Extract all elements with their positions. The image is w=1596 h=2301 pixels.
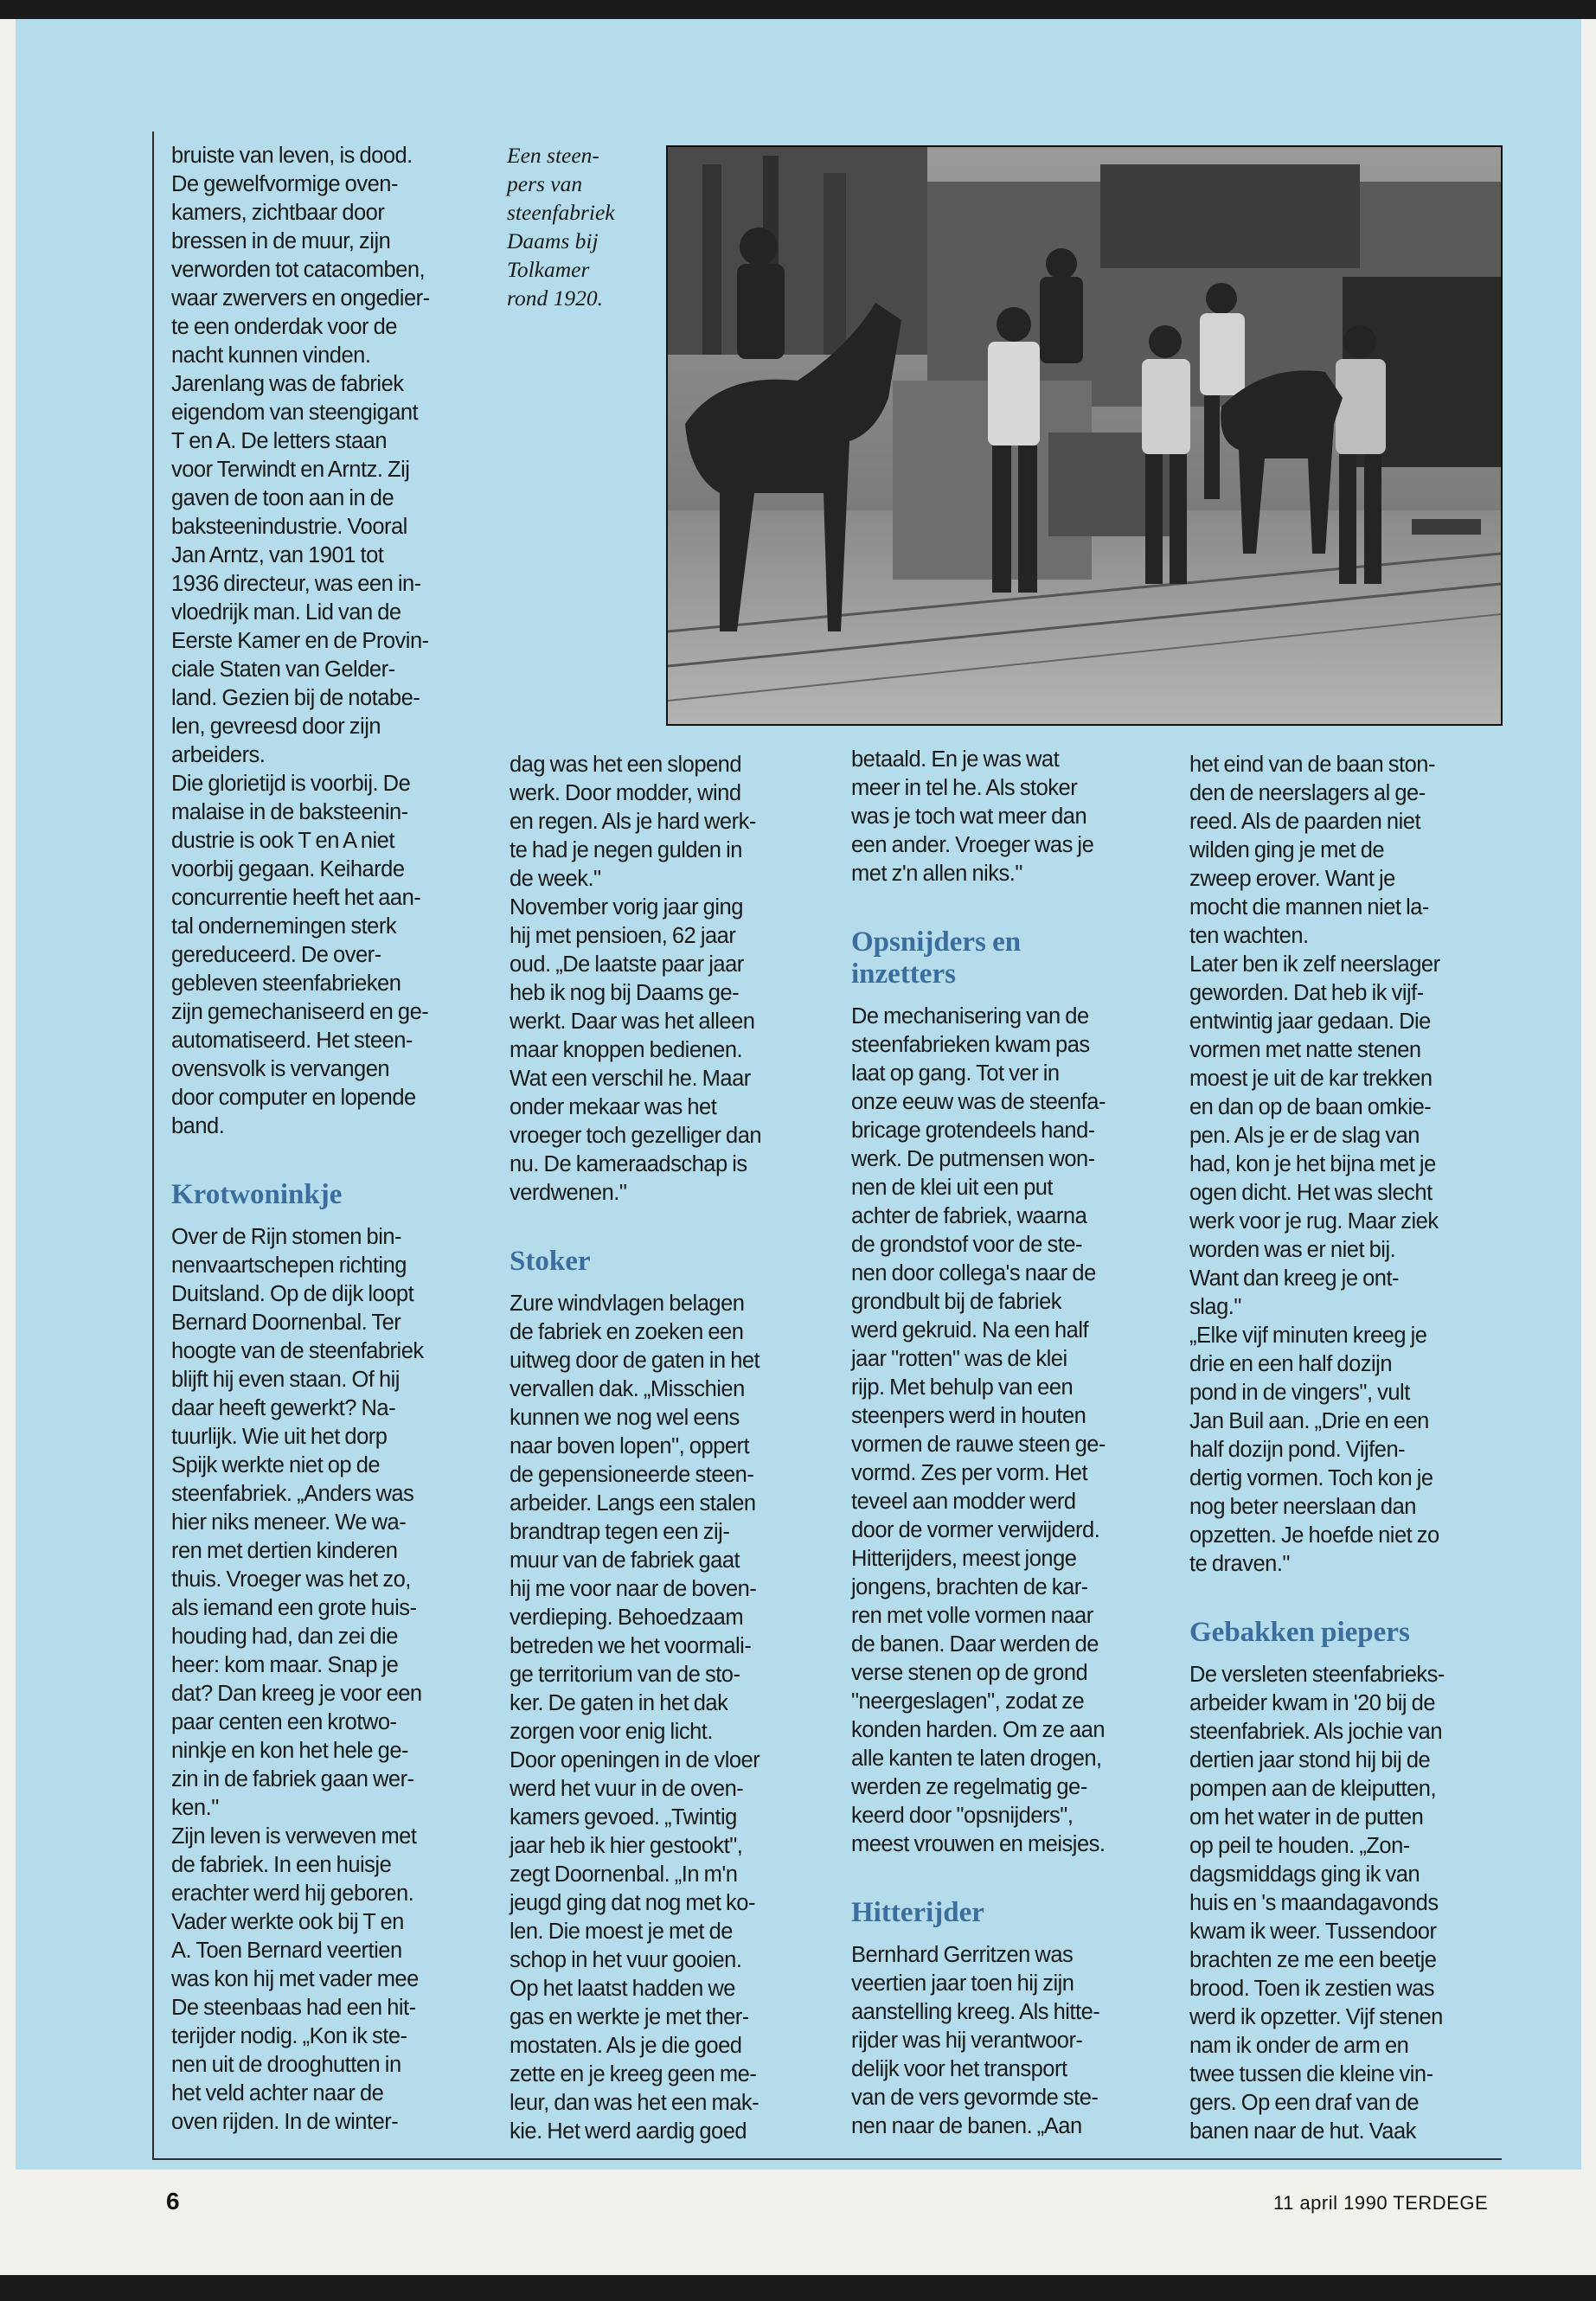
article-column-2 xyxy=(510,751,821,2146)
body-paragraph: Over de Rijn stomen bin- nenvaartschepen richting Duitsland. Op de dijk loopt Bernard Doornenbal. Ter hoogte van de steenfabriek blijft hij even staan. Of hij daar heeft gewerkt? Na- tuurlijk. Wie uit het dorp Spijk werkte niet op de steenfabriek. „Anders was hier niks meneer. We wa- ren met dertien kinderen thuis. Vroeger was het zo, als iemand een grote huis- houding had, dan zei die heer: kom maar. Snap je dat? Dan kreeg je voor een paar centen een krotwo- ninkje en kon het hele ge- zin in de fabriek gaan wer- ken." Zijn leven is verweven met de fabriek. In een huisje erachter werd hij geboren. Vader werkte ook bij T en A. Toen Bernard veertien was kon hij met vader mee De steenbaas had een hit- terijder nodig. „Kon ik ste- nen uit de drooghutten in het veld achter naar de oven rijden. In de winter- xyxy=(171,1225,424,2134)
historic-photo-brick-press-workers xyxy=(666,145,1503,726)
section-heading: Hitterijder xyxy=(851,1897,984,1928)
body-paragraph: dag was het een slopend werk. Door modder, wind en regen. Als je hard werk- te had je negen gulden in de week." November vorig jaar ging hij met pensioen, 62 jaar oud. „De laatste paar jaar heb ik nog bij Daams ge- werkt. Daar was het alleen maar knoppen bedienen. Wat een verschil he. Maar onder mekaar was het vroeger toch gezelliger dan nu. De kameraadschap is verdwenen." xyxy=(510,753,762,1205)
section-heading: Stoker xyxy=(510,1246,591,1277)
article-column-4 xyxy=(1189,751,1501,2146)
section-heading: Opsnijders en inzetters xyxy=(851,926,1022,990)
bottom-scan-border xyxy=(0,2275,1596,2301)
body-paragraph: het eind van de baan ston- den de neerslagers al ge- reed. Als de paarden niet wilden ging je met de zweep erover. Want je mocht die mannen niet la- ten wachten. Later ben ik zelf neerslager geworden. Dat heb ik vijf- entwintig jaar gedaan. Die vormen met natte stenen moest je uit de kar trekken en dan op de baan omkie- pen. Als je er de slag van had, kon je het bijna met je ogen dicht. Het was slecht werk voor je rug. Maar ziek worden was er niet bij. Want dan kreeg je ont- slag." „Elke vijf minuten kreeg je drie en een half dozijn pond in de vingers", vult Jan Buil aan. „Drie en een half dozijn pond. Vijfen- dertig vormen. Toch kon je nog beter neerslaan dan opzetten. Je hoefde niet zo te draven." xyxy=(1189,753,1440,1576)
section-heading: Gebakken piepers xyxy=(1189,1617,1410,1648)
top-scan-border xyxy=(0,0,1596,19)
article-column-1 xyxy=(171,142,483,2137)
body-paragraph: Zure windvlagen belagen de fabriek en zoeken een uitweg door de gaten in het vervallen dak. „Misschien kunnen we nog wel eens naar boven lopen", oppert de gepensioneerde steen- arbeider. Langs een stalen brandtrap tegen een zij- muur van de fabriek gaat hij me voor naar de boven- verdieping. Behoedzaam betreden we het voormali- ge territorium van de sto- ker. De gaten in het dak zorgen voor enig licht. Door openingen in de vloer werd het vuur in de oven- kamers gevoed. „Twintig jaar heb ik hier gestookt", zegt Doornenbal. „In m'n jeugd ging dat nog met ko- len. Die moest je met de schop in het vuur gooien. Op het laatst hadden we gas en werkte je met ther- mostaten. Als je die goed zette en je kreeg geen me- leur, dan was het een mak- kie. Het werd aardig goed xyxy=(510,1292,760,2144)
body-paragraph: betaald. En je was wat meer in tel he. Als stoker was je toch wat meer dan een ander. Vroeger was je met z'n allen niks." xyxy=(851,747,1094,886)
photo-caption: Een steen- pers van steenfabriek Daams bij Tolkamer rond 1920. xyxy=(507,143,615,311)
body-paragraph: De mechanisering van de steenfabrieken kwam pas laat op gang. Tot ver in onze eeuw was de steenfa- bricage grotendeels hand- werk. De putmensen won- nen de klei uit een put achter de fabriek, waarna de grondstof voor de ste- nen door collega's naar de grondbult bij de fabriek werd gekruid. Na een half jaar "rotten" was de klei rijp. Met behulp van een steenpers werd in houten vormen de rauwe steen ge- vormd. Zes per vorm. Het teveel aan modder werd door de vormer verwijderd. Hitterijders, meest jonge jongens, brachten de kar- ren met volle vormen naar de banen. Daar werden de verse stenen op de grond "neergeslagen", zodat ze konden harden. Om ze aan alle kanten te laten drogen, werden ze regelmatig ge- keerd door "opsnijders", meest vrouwen en meisjes. xyxy=(851,1004,1106,1856)
body-paragraph: De versleten steenfabrieks- arbeider kwam in '20 bij de steenfabriek. Als jochie van dertien jaar stond hij bij de pompen aan de kleiputten, om het water in de putten op peil te houden. „Zon- dagsmiddags ging ik van huis en 's maandagavonds kwam ik weer. Tussendoor brachten ze me een beetje brood. Toen ik zestien was werd ik opzetter. Vijf stenen nam ik onder de arm en twee tussen die kleine vin- gers. Op een draf van de banen naar de hut. Vaak xyxy=(1189,1663,1445,2144)
section-heading: Krotwoninkje xyxy=(171,1179,343,1210)
page-number: 6 xyxy=(166,2188,180,2214)
body-paragraph: bruiste van leven, is dood. De gewelfvormige oven- kamers, zichtbaar door bressen in de muur, zijn verworden tot catacomben, waar zwervers en ongedier- te een onderdak voor de nacht kunnen vinden. Jarenlang was de fabriek eigendom van steengigant T en A. De letters staan voor Terwindt en Arntz. Zij gaven de toon aan in de baksteenindustrie. Vooral Jan Arntz, van 1901 tot 1936 directeur, was een in- vloedrijk man. Lid van de Eerste Kamer en de Provin- ciale Staten van Gelder- land. Gezien bij de notabe- len, gevreesd door zijn arbeiders. Die glorietijd is voorbij. De malaise in de baksteenin- dustrie is ook T en A niet voorbij gegaan. Keiharde concurrentie heeft het aan- tal ondernemingen sterk gereduceerd. De over- gebleven steenfabrieken zijn gemechaniseerd en ge- automatiseerd. Het steen- ovensvolk is vervangen door computer en lopende band. xyxy=(171,144,430,1138)
body-paragraph: Bernhard Gerritzen was veertien jaar toen hij zijn aanstelling kreeg. Als hitte- rijder was hij verantwoor- delijk voor het transport van de vers gevormde ste- nen naar de banen. „Aan xyxy=(851,1943,1100,2138)
issue-date-magazine: 11 april 1990 TERDEGE xyxy=(1273,2192,1489,2214)
article-column-3 xyxy=(851,746,1163,2141)
